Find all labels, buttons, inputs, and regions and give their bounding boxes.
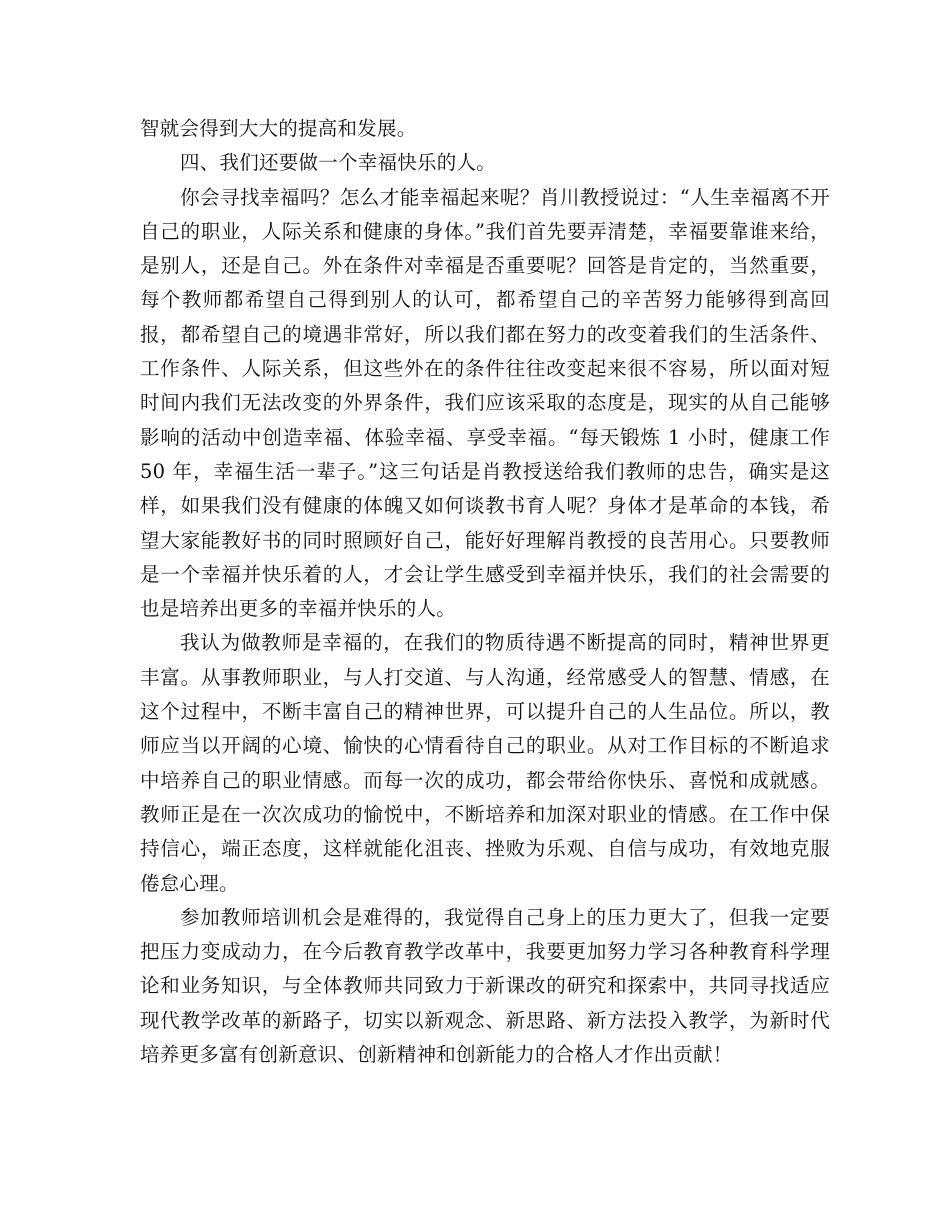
paragraph-happiness: 你会寻找幸福吗？怎么才能幸福起来呢？肖川教授说过：“人生幸福离不开自己的职业，人际关系和健康的身体。”我们首先要弄清楚，幸福要靠谁来给，是别人，还是自己。外在条件对幸福是否重要呢？回答是肯定的，当然重要，每个教师都希望自己得到别人的认可，都希望自己的辛苦努力能够得到高回报，都希望自己的境遇非常好，所以我们都在努力的改变着我们的生活条件、工作条件、人际关系，但这些外在的条件往往改变起来很不容易，所以面对短时间内我们无法改变的外界条件，我们应该采取的态度是，现实的从自己能够影响的活动中创造幸福、体验幸福、享受幸福。“每天锻炼 1 小时，健康工作 50 年，幸福生活一辈子。”这三句话是肖教授送给我们教师的忠告，确实是这样，如果我们没有健康的体魄又如何谈教书育人呢？身体才是革命的本钱，希望大家能教好书的同时照顾好自己，能好好理解肖教授的良苦用心。只要教师是一个幸福并快乐着的人，才会让学生感受到幸福并快乐，我们的社会需要的也是培养出更多的幸福并快乐的人。 <box>140 185 830 621</box>
paragraph-training-conclusion: 参加教师培训机会是难得的，我觉得自己身上的压力更大了，但我一定要把压力变成动力，在今后教育教学改革中，我要更加努力学习各种教育科学理论和业务知识，与全体教师共同致力于新课改的研究和探索中，共同寻找适应现代教学改革的新路子，切实以新观念、新思路、新方法投入教学，为新时代培养更多富有创新意识、创新精神和创新能力的合格人才作出贡献！ <box>140 905 830 1067</box>
paragraph-continuation: 智就会得到大大的提高和发展。 <box>140 117 417 140</box>
document-page <box>140 112 830 1072</box>
section-heading-four: 四、我们还要做一个幸福快乐的人。 <box>179 151 496 175</box>
paragraph-teacher-happiness: 我认为做教师是幸福的，在我们的物质待遇不断提高的同时，精神世界更丰富。从事教师职业，与人打交道、与人沟通，经常感受人的智慧、情感，在这个过程中，不断丰富自己的精神世界，可以提升自己的人生品位。所以，教师应当以开阔的心境、愉快的心情看待自己的职业。从对工作目标的不断追求中培养自己的职业情感。而每一次的成功，都会带给你快乐、喜悦和成就感。教师正是在一次次成功的愉悦中，不断培养和加深对职业的情感。在工作中保持信心，端正态度，这样就能化沮丧、挫败为乐观、自信与成功，有效地克服倦怠心理。 <box>140 631 830 895</box>
